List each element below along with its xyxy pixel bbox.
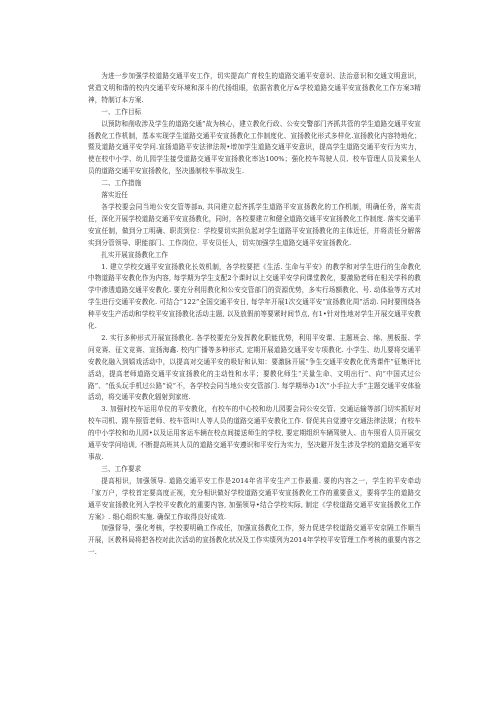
measure-2-paragraph: 2. 实行多种形式开展宣扬教化. 各学校要充分发挥教化职能优势，利用平安课、主题班会、绵、黑板报、学问竞赛、征文竞赛、宣扬海鑫. 校内广播等多种形式, 定期开展道路交通平安专项教化. 小学生、幼儿要将交通平安教化融入到嬉戏活动中，以提高对交通平安的吸好和认知：要激脉开展“争生交通平安教化优秀课件”征集评比活动，提高老师道路交通平安宣扬教化的主动性和水平；要教化师生“关量生命、文明出行”、向“中国式过公路”、“低头玩手机过公路”说”不，各学校会同当地公安交管部门. 每学期举办1次“小手拉大手”主题交通平安体验活动，将交通平安教化辐射到家庭. <box>88 333 421 402</box>
subheading-education-work: 扎实开展宣扬教化工作 <box>101 250 169 259</box>
responsibility-paragraph: 各学校要会同当地公安交管等部n, 共同建立起齐抓学生道路平安宣扬教化的工作机制，明确任务，落实责任，深化开展学校道路交通平安宣扬教化，同时，各校要建立和健全道路交通平安宣扬教化工作制度. 落实交通平安宣任制，做到分工明确、职责到位：学校要切实担负起对学生道路平安宣扬教化的主体近任，并将责任分解落实到分管领导、职能部门、工作岗位、平安员任人，切实加强学生道路交通平安宣扬教化. <box>88 202 421 247</box>
requirement-1-paragraph: 提高相识，加强领导. 道路交通平安工作是2014年省平安生产工作最重. 要的内容之一，学生的平安牵动「家万户，学校首定要高度正视，充分相识做好学校道路交通平安宣扬教化工作的重要意义，要将学生的道路交通平安宣扬教化列入学校平安教化的重要内容, 加强领导•结合学校实际, 制定《学校道路交通平安宣扬教化工作方案》. 细心组织实施. 确保工作取得良好成效. <box>88 476 421 521</box>
measure-3-paragraph: 3. 加强时校车运用单位的平安教化，有校车的中心校和幼儿园要会同公安交管、交通运输等部门切实抓好对校车司机、跟车照管老师、校车管叫!人等人员的道路交通平安教化工作. 督促其自觉遵守交通法律法规；有校车的中小学校和幼儿园•以及运用客运车辆在校点间接送师生的学校, 要定期组织车辆驾驶人、由车照看人员开展交通平安学问培训, 不断提高班其人员的道路交通平安遵识和平安行为实力，坚决避开发生涉及学校的道路交通平安事故. <box>88 405 421 461</box>
requirement-2-paragraph: 加强督导，强化考核，学校要明确工作成任，加强宣扬教化工作，努力促进学校道路交通平安京隔工作顺当开展，区教科局将把各校对此次活动的宣扬教化状况及工作实绩列为2014年学校平安管理工作考核的重要内容之一. <box>88 524 421 557</box>
subheading-responsibility: 落实近任 <box>101 191 128 200</box>
section-heading-requirements: 三、工作要求 <box>101 464 142 473</box>
goals-paragraph: 以预防和削收涉及学生的道路交通”故为核心，建立教化行政、公安交警部门齐抓共管的学生道路交通平安宣扬教化工作机制，基本实现学生道路交通平安宣扬教化工作制度化、宣扬教化形式多样化.宣扬教化内容特地化；暨及道路交通平安学问.宣扬道路平安法律法规•增加学生道路交通平安意识，提高学生道路交通平安行为实力，使在校中小学、幼儿园学生接受道路交通平安宣扬教化率达100%；强化校车驾驶人员、校车管理人员及乘坐人员的道路交通平安宣扬教化，坚决遏制校车事故发生. <box>88 119 421 176</box>
document-body <box>88 71 421 559</box>
intro-paragraph: 为进一步加强学校道路交通平安工作，切实提高广育校生的道路交通平安意识、法治意识和交通文明意识，营造文明和谐的校内交通平安环境和深斗的代扬组眼，依据省教化厅&学校道路交通平安宣扬教化工作方案3精神，特制订本方案. <box>88 72 421 104</box>
measure-1-paragraph: 1. 建立学校交通平安宣扬教化长效机制，各学校要把《生活. 生命与平安》的教学和对学生进行的生命教化中物道路平安教化作为内容, 每学期为学生支配2个课时以上交通平安学问课堂教化，要激励老师在相关学科的教学中渗透道路交通平安教化. 要充分利用教化和公安交管部门的资源优势，多实行场额教化、号. 动体验等方式对学生进行交通平安教化. 可结合“122”全国交通平安日, 每学年开展1次交通平安“宣扬教化周”活动. 同时要围绕各种平安生产活动和学校平安宣扬教化活动主题, 以及放假前等要紧时间节点, 有1•针对性地对学生开展交通平安教化. <box>88 262 421 331</box>
section-heading-measures: 二、工作措施 <box>101 179 142 188</box>
section-heading-goals: 一、工作目标 <box>101 107 142 116</box>
